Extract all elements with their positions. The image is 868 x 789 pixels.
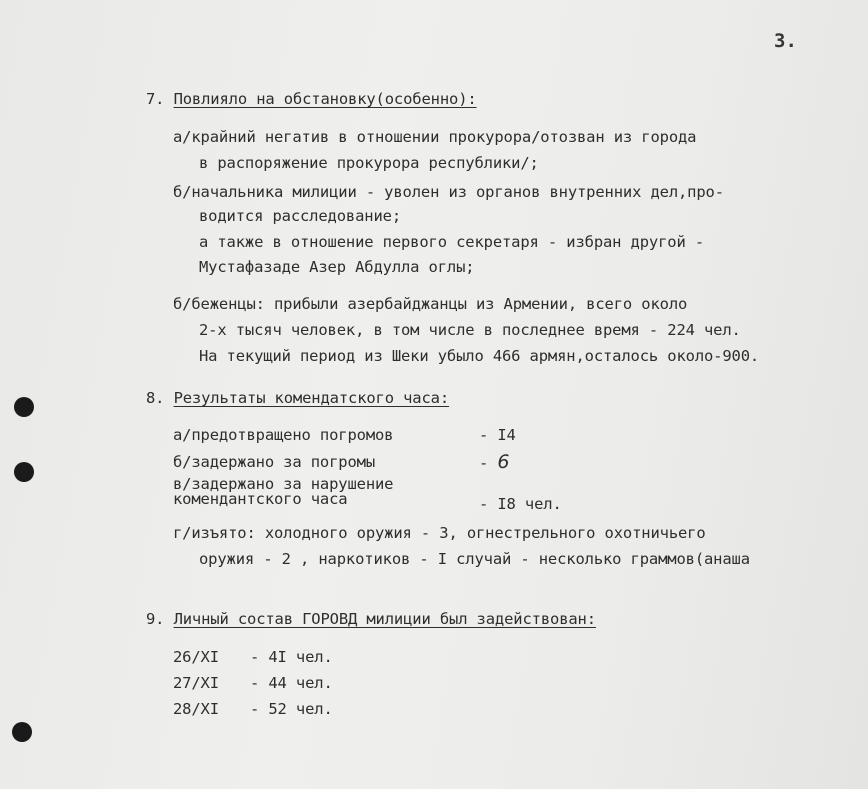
page-number: 3. <box>774 30 797 52</box>
section-number: 7. <box>146 90 165 108</box>
staff-count: - 44 чел. <box>250 674 333 692</box>
result-label: б/задержано за погромы <box>173 453 375 471</box>
section-title: Личный состав ГОРОВД милиции был задействован: <box>173 610 596 628</box>
staff-date: 27/XI <box>173 674 219 692</box>
text-line: Мустафазаде Азер Абдулла оглы; <box>199 258 475 276</box>
staff-date: 26/XI <box>173 648 219 666</box>
section-9-heading <box>146 609 596 629</box>
text-line: в распоряжение прокурора республики/; <box>199 154 539 172</box>
text-line: а/крайний негатив в отношении прокурора/отозван из города <box>173 128 697 146</box>
section-number: 8. <box>146 389 165 407</box>
result-label: комендантского часа <box>173 490 348 508</box>
section-7-heading <box>146 89 477 109</box>
text-line: а также в отношение первого секретаря - избран другой - <box>199 233 704 251</box>
staff-date: 28/XI <box>173 700 219 718</box>
staff-count: - 52 чел. <box>250 700 333 718</box>
section-8-heading <box>146 388 449 408</box>
result-label: а/предотвращено погромов <box>173 426 394 444</box>
text-line: 2-х тысяч человек, в том числе в последнее время - 224 чел. <box>199 321 741 339</box>
staff-count: - 4I чел. <box>250 648 333 666</box>
text-line: б/беженцы: прибыли азербайджанцы из Армении, всего около <box>173 295 688 313</box>
punch-hole <box>14 397 34 417</box>
text-line: На текущий период из Шеки убыло 466 армян,осталось около-900. <box>199 347 760 365</box>
result-value: - I8 чел. <box>479 495 562 513</box>
dash: - <box>479 454 489 472</box>
handwritten-value: 6 <box>497 451 510 473</box>
result-label: в/задержано за нарушение <box>173 475 394 493</box>
text-line: г/изъято: холодного оружия - 3, огнестрельного охотничьего <box>173 524 706 542</box>
result-value: - I4 <box>479 426 516 444</box>
result-value <box>479 452 509 473</box>
punch-hole <box>14 462 34 482</box>
text-line: оружия - 2 , наркотиков - I случай - несколько граммов(анаша <box>199 550 750 568</box>
punch-hole <box>12 722 32 742</box>
text-line: водится расследование; <box>199 207 401 225</box>
section-title: Результаты комендатского часа: <box>173 389 450 407</box>
section-title: Повлияло на обстановку(особенно): <box>173 90 477 108</box>
section-number: 9. <box>146 610 165 628</box>
text-line: б/начальника милиции - уволен из органов внутренних дел,про- <box>173 183 724 201</box>
